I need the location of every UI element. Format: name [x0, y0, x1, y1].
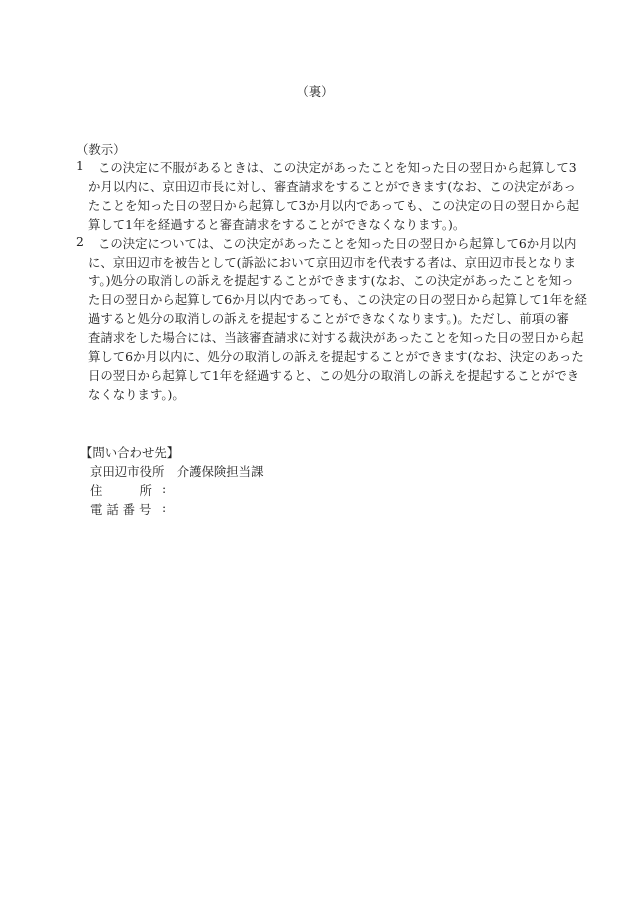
- item-text-line: 過すると処分の取消しの訴えを提起することができなくなります。)。ただし、前項の審: [88, 311, 569, 327]
- item-text-line: 日の翌日から起算して1年を経過すると、この処分の取消しの訴えを提起することができ: [88, 367, 580, 383]
- item-text-line: た日の翌日から起算して6か月以内であっても、この決定の日の翌日から起算して1年を経: [88, 292, 587, 308]
- item-number: 1: [76, 158, 84, 173]
- item-number: 2: [76, 233, 84, 249]
- address-separator: :: [162, 481, 167, 496]
- item-text-line: この決定については、この決定があったことを知った日の翌日から起算して6か月以内: [98, 235, 577, 251]
- item-text-line: 査請求をした場合には、当該審査請求に対する裁決があったことを知った日の翌日から起: [88, 330, 584, 346]
- page-title: （裏）: [296, 84, 334, 99]
- address-label: 住 所: [90, 483, 152, 498]
- notice-heading: （教示）: [76, 142, 126, 157]
- phone-label: 電 話 番 号: [90, 502, 152, 517]
- item-text-line: に、京田辺市を被告として(訴訟において京田辺市を代表する者は、京田辺市長となりま: [88, 254, 577, 270]
- item-text-line: 算して6か月以内に、処分の取消しの訴えを提起することができます(なお、決定のあった: [88, 349, 584, 364]
- item-text-line: たことを知った日の翌日から起算して3か月以内であっても、この決定の日の翌日から起: [88, 197, 579, 213]
- item-text-line: す。)処分の取消しの訴えを提起することができます(なお、この決定があったことを知っ: [88, 273, 574, 289]
- item-text-line: この決定に不服があるときは、この決定があったことを知った日の翌日から起算して3: [98, 160, 577, 175]
- item-text-line: か月以内に、京田辺市長に対し、審査請求をすることができます(なお、この決定があっ: [88, 178, 576, 194]
- phone-separator: :: [162, 500, 167, 515]
- contact-office: 京田辺市役所 介護保険担当課: [90, 464, 264, 479]
- item-text-line: 算して1年を経過すると審査請求をすることができなくなります。)。: [88, 216, 466, 232]
- item-text-line: なくなります。)。: [88, 386, 185, 402]
- contact-heading: 【問い合わせ先】: [80, 445, 180, 460]
